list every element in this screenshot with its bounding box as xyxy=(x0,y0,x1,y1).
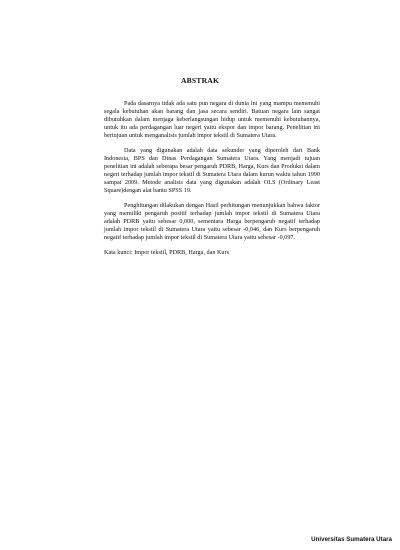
abstract-paragraph-1: Pada dasarnya tidak ada satu pun negara di dunia ini yang mampu memenuhi segala kebutuhan akan barang dan jasa secara sendiri. Batuan negara lain sangat dibutuhkan dalam menjaga keberlangsungan hidup untuk memenuhi kebutuhannya, untuk itu ada perdagangan luar negeri yaitu ekspor dan impor barang. Penelitian ini bertujuan untuk menganalisis jumlah impor tekstil di Sumatera Utara. xyxy=(104,100,320,139)
university-footer: Universitas Sumatera Utara xyxy=(311,536,392,543)
abstract-body xyxy=(104,100,320,257)
abstract-paragraph-3: Penghitungan dilakukan dengan Hasil perhitungan menunjukkan bahwa faktor yang memiliki pengaruh positif terhadap jumlah impor tekstil di Sumatera Utara adalah PDRB yaitu sebesar 0,000, sementara Harga berpengaruh negatif terhadap jumlah impor tekstil di Sumatera Utara yaitu sebesar -0,046, dan Kurs berpengaruh negatif terhadap jumlah impor tekstil di Sumatera Utara yaitu sebesar -0,097. xyxy=(104,202,320,241)
abstract-title: ABSTRAK xyxy=(180,76,220,85)
abstract-paragraph-2: Data yang digunakan adalah data sekunder yang diperoleh dari Bank Indonesia, BPS dan Dinas Perdagangan Sumatera Utara. Yang menjadi tujuan penelitian ini adalah seberapa besar pengaruh PDRB, Harga, Kurs dan Produksi dalam negeri terhadap jumlah impor tekstil di Sumatera Utara dalam kurun waktu tahun 1990 sampai 2009. Metode analisis data yang digunakan adalah OLS (Ordinary Least Square)dengan alat bantu SPSS 19. xyxy=(104,147,320,194)
keywords-line: Kata kunci: Impor tekstil, PDRB, Harga, dan Kurs xyxy=(104,249,229,256)
